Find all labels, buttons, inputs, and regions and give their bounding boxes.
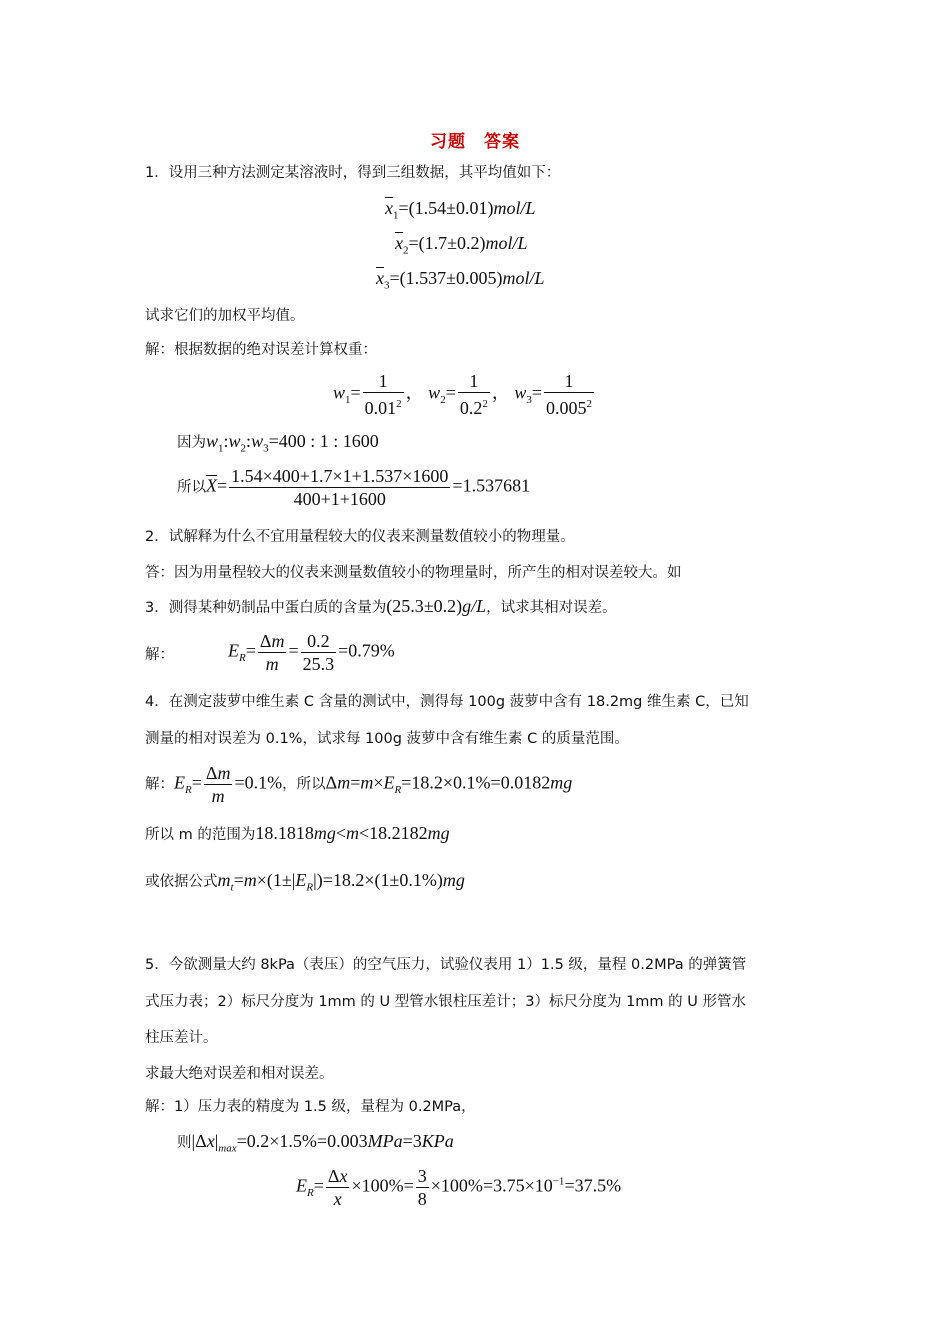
- page-title: 习题 答案: [430, 132, 520, 152]
- q3-prompt: 3．测得某种奶制品中蛋白质的含量为(25.3±0.2)g/L，试求其相对误差。: [145, 596, 617, 616]
- q1-weights: $w_1=$ $\frac{1}{0.01^2}$ ， $w_2=$ $\frac{1}{0.2^2}$ ， $w_3=$ $\frac{1}{0.005^2}$: [333, 371, 593, 418]
- q4-solution: 解：$E_R=$ $\frac{\Delta m}{m}$ =0.1%，所以$\Delta m=m\times E_R=18.2\times 0.1\%=0.0182mg$: [145, 763, 573, 806]
- q3-solution-label: 解：: [145, 647, 174, 663]
- q4-range: 所以 m 的范围为18.1818mg<m<18.2182mg: [145, 823, 450, 843]
- q5-ask: 求最大绝对误差和相对误差。: [145, 1066, 334, 1082]
- q1-ratio: 因为$w_1:w_2:w_3=400$ : 1 : 1600: [177, 431, 379, 455]
- q3-relative-error: $E_R=$ $\frac{\Delta m}{m}$ = $\frac{0.2}{25.3}$ =0.79%: [228, 631, 395, 674]
- q5-line3: 柱压差计。: [145, 1030, 218, 1046]
- q1-ask: 试求它们的加权平均值。: [145, 308, 305, 324]
- q5-line2: 式压力表；2）标尺分度为 1mm 的 U 型管水银柱压差计；3）标尺分度为 1mm 的 U 形管水: [145, 994, 746, 1010]
- q2-answer: 答：因为用量程较大的仪表来测量数值较小的物理量时，所产生的相对误差较大。如: [145, 565, 682, 581]
- q4-formula: 或依据公式$m_t=m\times(1\pm|E_R|)=18.2\times(1\pm 0.1\%)mg$: [145, 870, 465, 894]
- q1-eq2: $\overline{x}_2=(1.7\pm 0.2)mol/L$: [395, 233, 528, 257]
- q4-line2: 测量的相对误差为 0.1%，试求每 100g 菠萝中含有维生素 C 的质量范围。: [145, 731, 629, 747]
- q5-line1: 5．今欲测量大约 8kPa（表压）的空气压力，试验仪表用 1）1.5 级，量程 0.2MPa 的弹簧管: [145, 957, 747, 973]
- q1-weighted-average: 所以$\overline{X}=$ $\frac{1.54\times 400+1.7\times 1+1.537\times 1600}{400+1+1600}$ =1.537681: [177, 466, 531, 509]
- q1-solution-intro: 解：根据数据的绝对误差计算权重：: [145, 342, 377, 358]
- q1-eq1: $\overline{x}_1=(1.54\pm 0.01)mol/L$: [385, 198, 536, 222]
- q5-absolute-error: 则$|\Delta x|_{max}=0.2\times 1.5\%=0.003MPa=3KPa$: [177, 1131, 454, 1155]
- q1-prompt: 1．设用三种方法测定某溶液时，得到三组数据，其平均值如下：: [145, 165, 561, 181]
- q5-relative-error: $E_R=$ $\frac{\Delta x}{x}$ ×100%= $\frac{3}{8}$ $\times 100\%=3.75\times 10^{-1}=37.5\%$: [296, 1166, 622, 1209]
- q5-solution: 解：1）压力表的精度为 1.5 级，量程为 0.2MPa，: [145, 1099, 476, 1115]
- q2-prompt: 2．试解释为什么不宜用量程较大的仪表来测量数值较小的物理量。: [145, 529, 575, 545]
- q4-line1: 4．在测定菠萝中维生素 C 含量的测试中，测得每 100g 菠萝中含有 18.2mg 维生素 C，已知: [145, 694, 749, 710]
- q1-eq3: $\overline{x}_3=(1.537\pm 0.005)mol/L$: [376, 268, 545, 292]
